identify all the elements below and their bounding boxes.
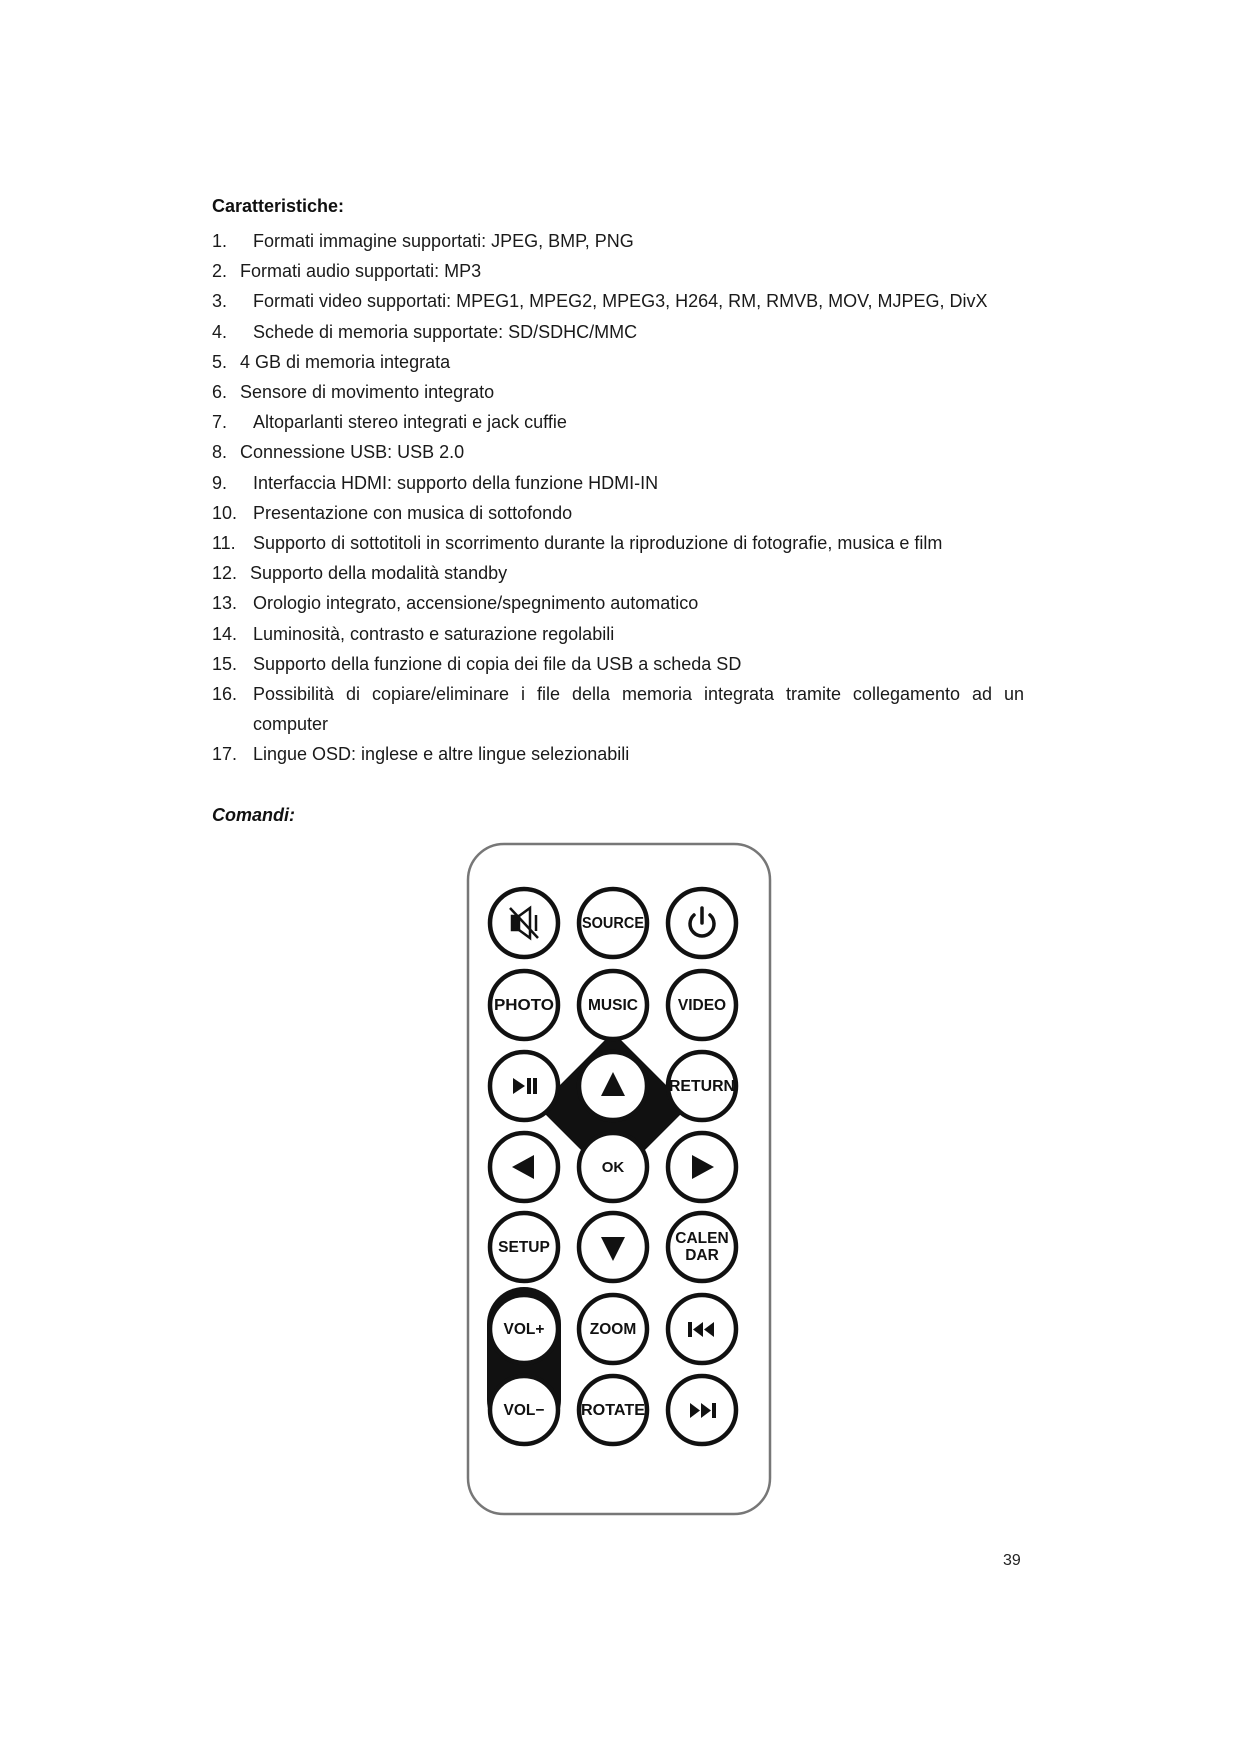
list-item (212, 528, 1024, 558)
list-item (212, 286, 1024, 316)
list-item (212, 347, 1024, 377)
item-number: 5. (212, 351, 228, 372)
item-text: Luminosità, contrasto e saturazione regolabili (253, 623, 615, 644)
item-text: Supporto di sottotitoli in scorrimento durante la riproduzione di fotografie, musica e film (253, 533, 943, 554)
ok-label: OK (601, 1159, 625, 1176)
item-number: 16. (212, 684, 238, 705)
zoom-label: ZOOM (589, 1321, 637, 1338)
item-number: 8. (212, 442, 228, 463)
list-item (212, 317, 1024, 347)
setup-label: SETUP (498, 1239, 550, 1256)
list-item (212, 558, 1024, 588)
photo-label: PHOTO (494, 997, 554, 1014)
rotate-label: ROTATE (581, 1402, 645, 1419)
item-text: Possibilità di copiare/eliminare i file della memoria integrata tramite collegamento ad un computer (253, 684, 1024, 735)
item-number: 7. (212, 412, 228, 433)
video-label: VIDEO (677, 997, 727, 1014)
music-label: MUSIC (588, 997, 638, 1014)
item-number: 17. (212, 744, 238, 765)
remote-control-illustration (466, 842, 772, 1516)
list-item (212, 649, 1024, 679)
item-number: 13. (212, 593, 238, 614)
return-label: RETURN (669, 1078, 735, 1095)
features-heading: Caratteristiche: (212, 196, 345, 216)
item-text: Sensore di movimento integrato (240, 382, 495, 403)
item-number: 1. (212, 231, 228, 251)
item-text: Supporto della funzione di copia dei file da USB a scheda SD (253, 653, 742, 674)
item-number: 6. (212, 382, 228, 403)
item-text: Formati immagine supportati: JPEG, BMP, PNG (253, 231, 634, 251)
list-item (212, 619, 1024, 649)
item-text: Interfaccia HDMI: supporto della funzione HDMI-IN (253, 472, 659, 493)
list-item (212, 377, 1024, 407)
item-text: Formati video supportati: MPEG1, MPEG2, MPEG3, H264, RM, RMVB, MOV, MJPEG, DivX (253, 291, 988, 312)
item-number: 4. (212, 321, 228, 342)
vol-down-label: VOL− (503, 1402, 545, 1419)
source-label: SOURCE (582, 915, 644, 932)
item-text: Formati audio supportati: MP3 (240, 261, 482, 282)
list-item (212, 256, 1024, 286)
item-text: Presentazione con musica di sottofondo (253, 502, 573, 523)
page-number: 39 (1003, 1552, 1021, 1569)
item-number: 10. (212, 502, 238, 523)
item-number: 12. (212, 563, 238, 584)
item-text: Altoparlanti stereo integrati e jack cuffie (253, 412, 567, 433)
list-item (212, 226, 1024, 256)
list-item (212, 498, 1024, 528)
features-list (212, 226, 1024, 770)
item-text: Supporto della modalità standby (250, 563, 508, 584)
commands-heading: Comandi: (212, 805, 295, 825)
item-number: 11. (212, 533, 236, 554)
list-item (212, 679, 1024, 739)
list-item (212, 468, 1024, 498)
list-item (212, 407, 1024, 437)
calendar-label-line1: CALEN (675, 1230, 729, 1247)
item-text: 4 GB di memoria integrata (240, 351, 451, 372)
item-number: 15. (212, 653, 238, 674)
item-number: 3. (212, 291, 228, 312)
item-text: Lingue OSD: inglese e altre lingue selezionabili (253, 744, 630, 765)
calendar-label-line2: DAR (685, 1247, 719, 1264)
item-text: Connessione USB: USB 2.0 (240, 442, 465, 463)
vol-up-label: VOL+ (503, 1321, 545, 1338)
list-item (212, 437, 1024, 467)
list-item (212, 739, 1024, 769)
list-item (212, 588, 1024, 618)
item-text: Orologio integrato, accensione/spegnimento automatico (253, 593, 699, 614)
item-number: 14. (212, 623, 238, 644)
item-number: 9. (212, 472, 228, 493)
item-number: 2. (212, 261, 228, 282)
item-text: Schede di memoria supportate: SD/SDHC/MMC (253, 321, 638, 342)
